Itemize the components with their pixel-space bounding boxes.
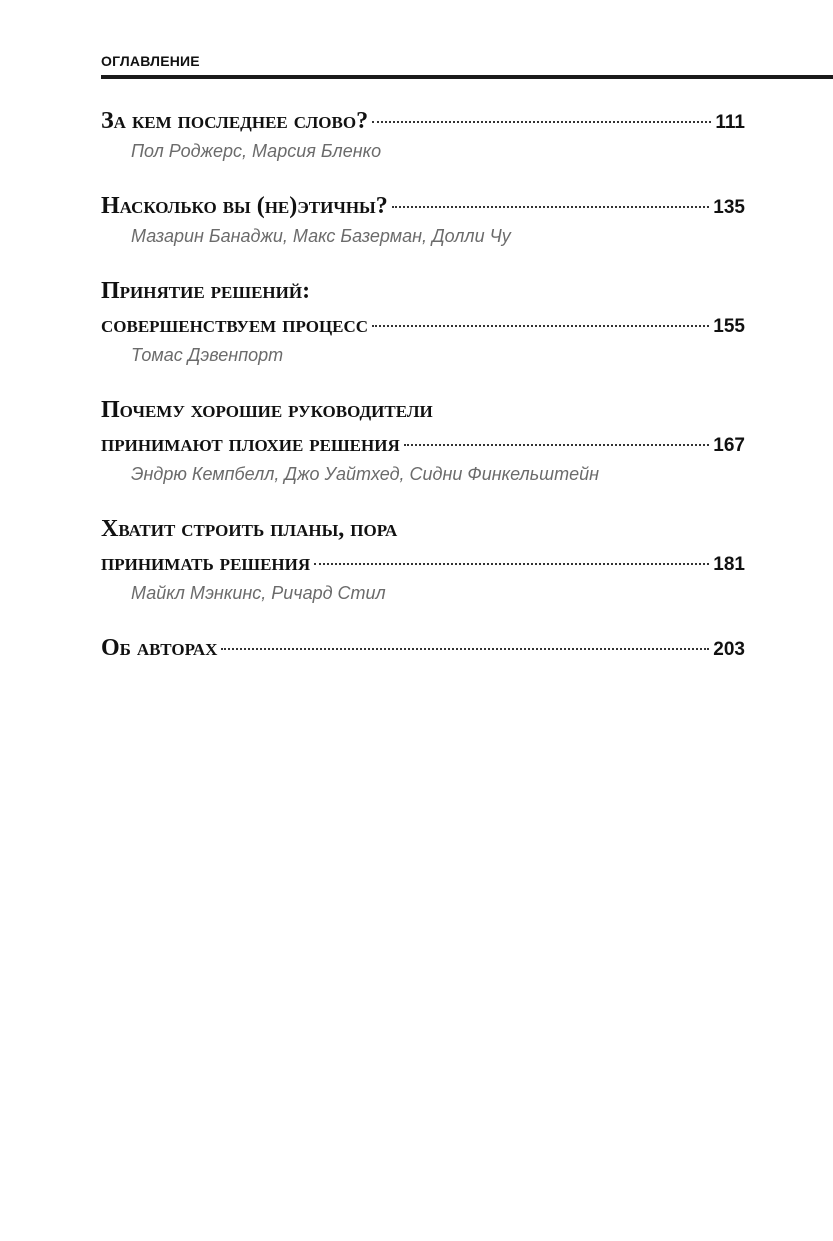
toc-title-continued: принимают плохие решения	[101, 431, 400, 457]
page-number: 181	[713, 554, 745, 575]
toc-entry[interactable]	[101, 512, 745, 604]
page-number: 111	[715, 112, 745, 133]
page-number: 203	[713, 639, 745, 660]
toc-title-continued: совершенствуем процесс	[101, 312, 369, 338]
table-of-contents	[101, 104, 745, 694]
toc-title: Почему хорошие руководители	[101, 397, 433, 423]
toc-title-continued: принимать решения	[101, 550, 311, 576]
page-number: 155	[713, 316, 745, 337]
toc-authors: Эндрю Кемпбелл, Джо Уайтхед, Сидни Финкельштейн	[131, 464, 600, 484]
toc-title-line	[101, 631, 745, 667]
toc-title: Принятие решений:	[101, 278, 311, 304]
toc-title: Насколько вы (не)этичны?	[101, 193, 388, 219]
toc-authors: Пол Роджерс, Марсия Бленко	[131, 141, 382, 161]
leader-dots	[404, 444, 710, 446]
toc-title-line	[101, 546, 745, 582]
toc-authors: Майкл Мэнкинс, Ричард Стил	[131, 583, 386, 603]
toc-authors: Томас Дэвенпорт	[131, 345, 284, 365]
toc-title-line	[101, 104, 745, 140]
leader-dots	[221, 648, 709, 650]
leader-dots	[372, 325, 709, 327]
toc-title-line	[101, 427, 745, 463]
toc-title-line	[101, 189, 745, 225]
toc-entry[interactable]	[101, 631, 745, 667]
leader-dots	[372, 121, 711, 123]
page-number: 167	[713, 435, 745, 456]
toc-title: За кем последнее слово?	[101, 108, 369, 134]
header-rule	[101, 75, 833, 79]
leader-dots	[392, 206, 710, 208]
page-number: 135	[713, 197, 745, 218]
toc-entry[interactable]	[101, 189, 745, 247]
toc-title: Хватит строить планы, пора	[101, 516, 398, 542]
toc-title-line	[101, 393, 745, 427]
toc-title-line	[101, 274, 745, 308]
toc-title: Об авторах	[101, 635, 218, 661]
leader-dots	[314, 563, 709, 565]
toc-title-line	[101, 512, 745, 546]
toc-entry[interactable]	[101, 393, 745, 485]
page-header: ОГЛАВЛЕНИЕ	[101, 53, 200, 69]
toc-entry[interactable]	[101, 274, 745, 366]
toc-title-line	[101, 308, 745, 344]
toc-authors: Мазарин Банаджи, Макс Базерман, Долли Чу	[131, 226, 511, 246]
toc-entry[interactable]	[101, 104, 745, 162]
